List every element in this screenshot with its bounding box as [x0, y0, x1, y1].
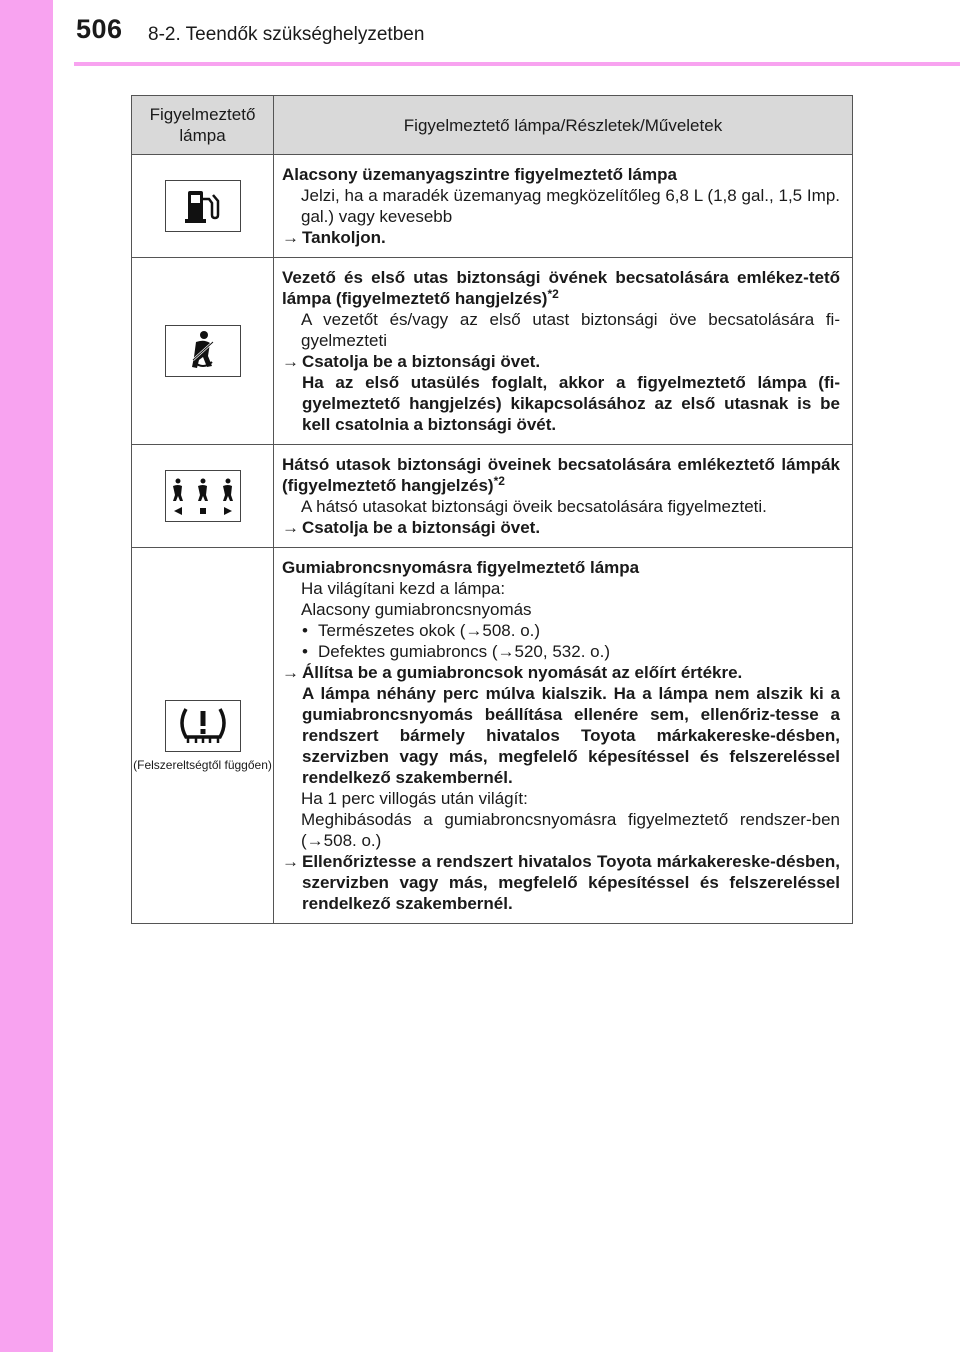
row-action-text: Csatolja be a biztonsági övet.: [302, 352, 541, 371]
bullet-dot: •: [302, 621, 308, 640]
row-text: A hátsó utasokat biztonsági öveik becsatolására figyelmezteti.: [301, 497, 767, 516]
table-row: [132, 155, 853, 258]
bullet-item: [282, 620, 840, 641]
row-details: [274, 445, 853, 548]
row-action: [282, 662, 840, 683]
row-title: Alacsony üzemanyagszintre figyelmeztető lámpa: [282, 165, 677, 184]
table-header-row: [132, 96, 853, 155]
row-action: [282, 227, 840, 248]
row-title: Gumiabroncsnyomásra figyelmeztető lámpa: [282, 558, 640, 577]
col-header-details: Figyelmeztető lámpa/Részletek/Műveletek: [274, 96, 853, 155]
icon-note: (Felszereltségtől függően): [133, 757, 272, 772]
section-title: 8-2. Teendők szükséghelyzetben: [148, 24, 425, 45]
row-details: [274, 548, 853, 924]
row-text: Meghibásodás a gumiabroncsnyomásra figyelmeztető rendszer-ben (→508. o.): [301, 810, 840, 850]
arrow-icon: →: [282, 663, 299, 682]
row-text: Jelzi, ha a maradék üzemanyag megközelítőleg 6,8 L (1,8 gal., 1,5 Imp. gal.) vagy kevesebb: [301, 186, 840, 226]
footnote-mark: *2: [493, 474, 505, 488]
row-action: [282, 851, 840, 914]
table-row: [132, 548, 853, 924]
icon-cell: [132, 258, 274, 445]
arrow-icon: →: [282, 518, 299, 537]
row-action-text: Ellenőriztesse a rendszert hivatalos Toyota márkakereske-désben, szervizben vagy más, megfelelő képesítéssel és felszereléssel rendelkező szakembernél.: [302, 852, 840, 913]
row-title: [282, 454, 840, 496]
icon-cell: [132, 548, 274, 924]
icon-cell: [132, 155, 274, 258]
col-header-lamp: Figyelmeztető lámpa: [132, 96, 274, 155]
arrow-icon: →: [282, 228, 299, 247]
icon-cell: [132, 445, 274, 548]
row-text: Ha világítani kezd a lámpa:: [301, 579, 506, 598]
fuel-pump-icon: [165, 180, 241, 232]
table-row: [132, 258, 853, 445]
bullet-text: Defektes gumiabroncs (→520, 532. o.): [318, 642, 610, 661]
seatbelt-reminder-icon: [165, 325, 241, 377]
row-details: [274, 258, 853, 445]
tire-pressure-warning-icon: [165, 700, 241, 752]
row-title-text: Hátsó utasok biztonsági öveinek becsatolására emlékeztető lámpák (figyelmeztető hangjelzés): [282, 455, 840, 495]
row-action-note: A lámpa néhány perc múlva kialszik. Ha a lámpa nem alszik ki a gumiabroncsnyomás beállítása ellenére sem, ellenőriz-tesse a rendszert bármely hivatalos Toyota márkakereske-désben, szervizben vagy más, megfelelő képesítéssel és felszereléssel rendelkező szakembernél.: [302, 684, 840, 787]
row-details: [274, 155, 853, 258]
bullet-item: [282, 641, 840, 662]
row-action: [282, 517, 840, 538]
arrow-icon: →: [282, 852, 299, 871]
row-text: Alacsony gumiabroncsnyomás: [301, 600, 532, 619]
bullet-dot: •: [302, 642, 308, 661]
page-number: 506: [76, 14, 123, 44]
row-title: [282, 267, 840, 309]
row-text: A vezetőt és/vagy az első utast biztonsági öve becsatolására fi-gyelmezteti: [301, 310, 840, 350]
row-action-text: Állítsa be a gumiabroncsok nyomását az előírt értékre.: [302, 663, 743, 682]
header-rule: [74, 62, 960, 66]
warning-light-table: [131, 95, 853, 924]
arrow-icon: →: [282, 352, 299, 371]
bullet-text: Természetes okok (→508. o.): [318, 621, 541, 640]
row-action-text: Csatolja be a biztonsági övet.: [302, 518, 541, 537]
row-action-text: Tankoljon.: [302, 228, 386, 247]
table-row: [132, 445, 853, 548]
row-text: Ha 1 perc villogás után világít:: [301, 789, 528, 808]
rear-seatbelt-reminder-icon: [165, 470, 241, 522]
sidebar-stripe: [0, 0, 53, 1352]
row-title-text: Vezető és első utas biztonsági övének becsatolására emlékez-tető lámpa (figyelmeztető hangjelzés): [282, 268, 840, 308]
footnote-mark: *2: [547, 287, 559, 301]
row-action: [282, 351, 840, 372]
row-action-note: Ha az első utasülés foglalt, akkor a figyelmeztető lámpa (fi-gyelmeztető hangjelzés) kikapcsolásához az első utasnak is be kell csatolnia a biztonsági övét.: [302, 373, 840, 434]
